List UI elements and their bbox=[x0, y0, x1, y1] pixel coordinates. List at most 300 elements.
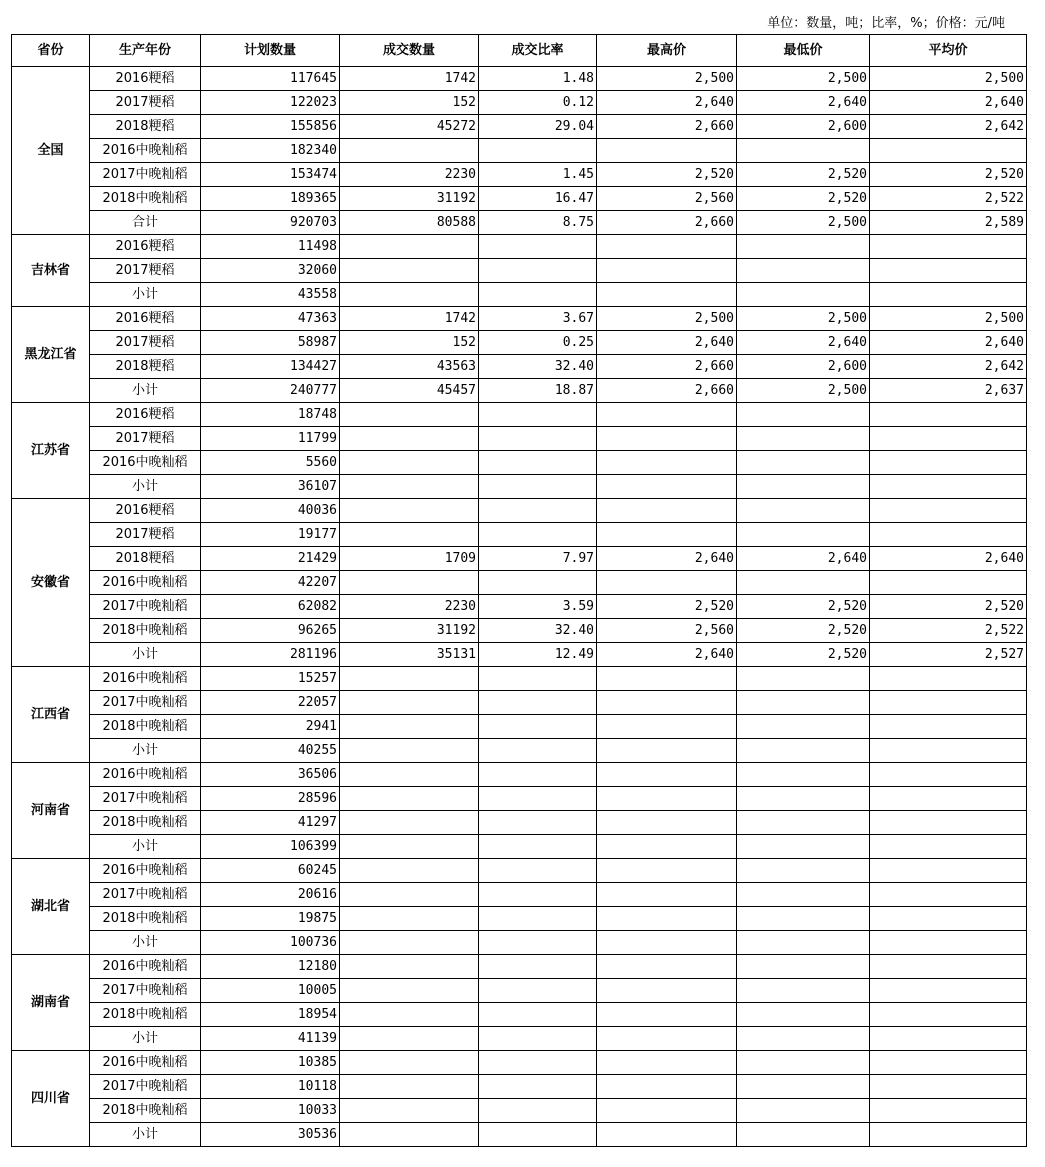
ratio-cell bbox=[479, 859, 597, 883]
low-cell bbox=[737, 763, 870, 787]
plan-cell: 30536 bbox=[201, 1123, 340, 1147]
high-cell: 2,500 bbox=[597, 67, 737, 91]
deal-cell bbox=[340, 715, 479, 739]
year-cell: 2017中晚籼稻 bbox=[90, 163, 201, 187]
deal-cell bbox=[340, 667, 479, 691]
table-row bbox=[12, 835, 1027, 859]
year-cell: 2016中晚籼稻 bbox=[90, 859, 201, 883]
avg-cell: 2,589 bbox=[870, 211, 1027, 235]
high-cell bbox=[597, 787, 737, 811]
deal-cell bbox=[340, 739, 479, 763]
year-cell: 2016粳稻 bbox=[90, 67, 201, 91]
low-cell bbox=[737, 1099, 870, 1123]
year-cell: 2018中晚籼稻 bbox=[90, 811, 201, 835]
high-cell: 2,560 bbox=[597, 619, 737, 643]
ratio-cell bbox=[479, 499, 597, 523]
high-cell bbox=[597, 715, 737, 739]
ratio-cell: 29.04 bbox=[479, 115, 597, 139]
year-cell: 2017中晚籼稻 bbox=[90, 691, 201, 715]
high-cell bbox=[597, 739, 737, 763]
high-cell bbox=[597, 403, 737, 427]
ratio-cell bbox=[479, 1099, 597, 1123]
high-cell bbox=[597, 883, 737, 907]
deal-cell bbox=[340, 475, 479, 499]
table-row bbox=[12, 331, 1027, 355]
avg-cell bbox=[870, 787, 1027, 811]
deal-cell bbox=[340, 1123, 479, 1147]
high-cell bbox=[597, 523, 737, 547]
table-row bbox=[12, 787, 1027, 811]
deal-cell bbox=[340, 883, 479, 907]
deal-cell: 1742 bbox=[340, 307, 479, 331]
low-cell bbox=[737, 811, 870, 835]
ratio-cell bbox=[479, 451, 597, 475]
deal-cell bbox=[340, 859, 479, 883]
low-cell bbox=[737, 835, 870, 859]
ratio-cell bbox=[479, 811, 597, 835]
avg-cell: 2,500 bbox=[870, 307, 1027, 331]
table-row bbox=[12, 1003, 1027, 1027]
high-cell bbox=[597, 667, 737, 691]
year-cell: 2018中晚籼稻 bbox=[90, 715, 201, 739]
ratio-cell bbox=[479, 955, 597, 979]
table-row bbox=[12, 499, 1027, 523]
ratio-cell: 0.25 bbox=[479, 331, 597, 355]
year-cell: 小计 bbox=[90, 475, 201, 499]
low-cell: 2,600 bbox=[737, 355, 870, 379]
year-cell: 2016中晚籼稻 bbox=[90, 955, 201, 979]
high-cell: 2,660 bbox=[597, 115, 737, 139]
deal-cell: 43563 bbox=[340, 355, 479, 379]
plan-cell: 18748 bbox=[201, 403, 340, 427]
year-cell: 2016粳稻 bbox=[90, 307, 201, 331]
low-cell bbox=[737, 403, 870, 427]
year-cell: 2017粳稻 bbox=[90, 91, 201, 115]
header-ratio: 成交比率 bbox=[479, 35, 597, 67]
ratio-cell bbox=[479, 1075, 597, 1099]
high-cell: 2,560 bbox=[597, 187, 737, 211]
ratio-cell: 7.97 bbox=[479, 547, 597, 571]
deal-cell: 2230 bbox=[340, 595, 479, 619]
high-cell bbox=[597, 1051, 737, 1075]
avg-cell: 2,642 bbox=[870, 355, 1027, 379]
high-cell: 2,660 bbox=[597, 379, 737, 403]
low-cell bbox=[737, 907, 870, 931]
avg-cell bbox=[870, 1051, 1027, 1075]
province-cell: 江苏省 bbox=[12, 403, 90, 499]
avg-cell: 2,640 bbox=[870, 331, 1027, 355]
auction-results-table bbox=[11, 34, 1027, 1147]
table-row bbox=[12, 427, 1027, 451]
avg-cell bbox=[870, 451, 1027, 475]
unit-note: 单位：数量，吨；比率，%；价格：元/吨 bbox=[767, 16, 1005, 31]
ratio-cell: 32.40 bbox=[479, 619, 597, 643]
low-cell bbox=[737, 667, 870, 691]
ratio-cell bbox=[479, 907, 597, 931]
deal-cell bbox=[340, 1099, 479, 1123]
table-row bbox=[12, 979, 1027, 1003]
deal-cell bbox=[340, 523, 479, 547]
table-row bbox=[12, 739, 1027, 763]
table-row bbox=[12, 547, 1027, 571]
ratio-cell: 3.67 bbox=[479, 307, 597, 331]
year-cell: 2018粳稻 bbox=[90, 547, 201, 571]
high-cell bbox=[597, 499, 737, 523]
avg-cell: 2,522 bbox=[870, 619, 1027, 643]
high-cell bbox=[597, 691, 737, 715]
year-cell: 小计 bbox=[90, 739, 201, 763]
deal-cell bbox=[340, 1051, 479, 1075]
low-cell bbox=[737, 523, 870, 547]
plan-cell: 189365 bbox=[201, 187, 340, 211]
deal-cell: 1742 bbox=[340, 67, 479, 91]
plan-cell: 21429 bbox=[201, 547, 340, 571]
ratio-cell bbox=[479, 883, 597, 907]
high-cell bbox=[597, 451, 737, 475]
year-cell: 2017中晚籼稻 bbox=[90, 1075, 201, 1099]
year-cell: 2016粳稻 bbox=[90, 235, 201, 259]
province-cell: 湖北省 bbox=[12, 859, 90, 955]
plan-cell: 100736 bbox=[201, 931, 340, 955]
high-cell: 2,660 bbox=[597, 355, 737, 379]
table-row bbox=[12, 451, 1027, 475]
avg-cell bbox=[870, 955, 1027, 979]
table-row bbox=[12, 307, 1027, 331]
low-cell bbox=[737, 1051, 870, 1075]
table-row bbox=[12, 355, 1027, 379]
year-cell: 2016中晚籼稻 bbox=[90, 139, 201, 163]
ratio-cell bbox=[479, 403, 597, 427]
high-cell bbox=[597, 427, 737, 451]
deal-cell: 31192 bbox=[340, 187, 479, 211]
ratio-cell bbox=[479, 235, 597, 259]
low-cell: 2,500 bbox=[737, 307, 870, 331]
plan-cell: 28596 bbox=[201, 787, 340, 811]
low-cell bbox=[737, 259, 870, 283]
ratio-cell bbox=[479, 523, 597, 547]
avg-cell: 2,637 bbox=[870, 379, 1027, 403]
high-cell bbox=[597, 235, 737, 259]
year-cell: 2016中晚籼稻 bbox=[90, 763, 201, 787]
year-cell: 小计 bbox=[90, 835, 201, 859]
deal-cell bbox=[340, 835, 479, 859]
year-cell: 2018中晚籼稻 bbox=[90, 187, 201, 211]
high-cell bbox=[597, 283, 737, 307]
high-cell bbox=[597, 859, 737, 883]
deal-cell: 152 bbox=[340, 91, 479, 115]
plan-cell: 43558 bbox=[201, 283, 340, 307]
low-cell bbox=[737, 499, 870, 523]
low-cell: 2,640 bbox=[737, 91, 870, 115]
low-cell bbox=[737, 235, 870, 259]
header-high: 最高价 bbox=[597, 35, 737, 67]
high-cell bbox=[597, 475, 737, 499]
avg-cell bbox=[870, 283, 1027, 307]
province-cell: 四川省 bbox=[12, 1051, 90, 1147]
deal-cell bbox=[340, 235, 479, 259]
deal-cell bbox=[340, 955, 479, 979]
low-cell: 2,520 bbox=[737, 163, 870, 187]
plan-cell: 36506 bbox=[201, 763, 340, 787]
avg-cell bbox=[870, 1027, 1027, 1051]
ratio-cell: 16.47 bbox=[479, 187, 597, 211]
table-row bbox=[12, 691, 1027, 715]
low-cell bbox=[737, 691, 870, 715]
deal-cell bbox=[340, 571, 479, 595]
low-cell: 2,600 bbox=[737, 115, 870, 139]
high-cell bbox=[597, 139, 737, 163]
table-row bbox=[12, 1099, 1027, 1123]
table-row bbox=[12, 715, 1027, 739]
year-cell: 2017中晚籼稻 bbox=[90, 979, 201, 1003]
avg-cell bbox=[870, 859, 1027, 883]
low-cell bbox=[737, 451, 870, 475]
avg-cell bbox=[870, 715, 1027, 739]
year-cell: 2017中晚籼稻 bbox=[90, 787, 201, 811]
ratio-cell bbox=[479, 1027, 597, 1051]
year-cell: 小计 bbox=[90, 379, 201, 403]
table-row bbox=[12, 643, 1027, 667]
ratio-cell bbox=[479, 715, 597, 739]
low-cell bbox=[737, 1123, 870, 1147]
table-row bbox=[12, 283, 1027, 307]
province-cell: 黑龙江省 bbox=[12, 307, 90, 403]
plan-cell: 10385 bbox=[201, 1051, 340, 1075]
deal-cell bbox=[340, 283, 479, 307]
plan-cell: 155856 bbox=[201, 115, 340, 139]
province-cell: 湖南省 bbox=[12, 955, 90, 1051]
high-cell bbox=[597, 931, 737, 955]
high-cell bbox=[597, 763, 737, 787]
deal-cell bbox=[340, 403, 479, 427]
deal-cell: 1709 bbox=[340, 547, 479, 571]
plan-cell: 117645 bbox=[201, 67, 340, 91]
low-cell: 2,520 bbox=[737, 619, 870, 643]
avg-cell bbox=[870, 523, 1027, 547]
header-plan: 计划数量 bbox=[201, 35, 340, 67]
high-cell: 2,500 bbox=[597, 307, 737, 331]
plan-cell: 47363 bbox=[201, 307, 340, 331]
plan-cell: 240777 bbox=[201, 379, 340, 403]
plan-cell: 10005 bbox=[201, 979, 340, 1003]
deal-cell bbox=[340, 1075, 479, 1099]
deal-cell bbox=[340, 451, 479, 475]
year-cell: 2018粳稻 bbox=[90, 115, 201, 139]
plan-cell: 10118 bbox=[201, 1075, 340, 1099]
year-cell: 2017粳稻 bbox=[90, 259, 201, 283]
year-cell: 2016中晚籼稻 bbox=[90, 1051, 201, 1075]
low-cell: 2,500 bbox=[737, 211, 870, 235]
avg-cell bbox=[870, 931, 1027, 955]
ratio-cell bbox=[479, 1003, 597, 1027]
ratio-cell: 1.48 bbox=[479, 67, 597, 91]
low-cell: 2,500 bbox=[737, 67, 870, 91]
low-cell bbox=[737, 955, 870, 979]
ratio-cell bbox=[479, 979, 597, 1003]
high-cell bbox=[597, 1123, 737, 1147]
plan-cell: 62082 bbox=[201, 595, 340, 619]
ratio-cell bbox=[479, 283, 597, 307]
high-cell bbox=[597, 259, 737, 283]
table-row bbox=[12, 187, 1027, 211]
table-row bbox=[12, 235, 1027, 259]
table-row bbox=[12, 907, 1027, 931]
table-row bbox=[12, 67, 1027, 91]
year-cell: 2016中晚籼稻 bbox=[90, 571, 201, 595]
avg-cell bbox=[870, 403, 1027, 427]
high-cell bbox=[597, 1075, 737, 1099]
plan-cell: 19875 bbox=[201, 907, 340, 931]
ratio-cell bbox=[479, 931, 597, 955]
header-row bbox=[12, 35, 1027, 67]
high-cell bbox=[597, 571, 737, 595]
table-row bbox=[12, 259, 1027, 283]
high-cell bbox=[597, 1099, 737, 1123]
plan-cell: 15257 bbox=[201, 667, 340, 691]
low-cell bbox=[737, 739, 870, 763]
table-row bbox=[12, 667, 1027, 691]
year-cell: 2016中晚籼稻 bbox=[90, 667, 201, 691]
avg-cell bbox=[870, 475, 1027, 499]
low-cell bbox=[737, 427, 870, 451]
ratio-cell bbox=[479, 835, 597, 859]
avg-cell bbox=[870, 763, 1027, 787]
deal-cell bbox=[340, 499, 479, 523]
plan-cell: 22057 bbox=[201, 691, 340, 715]
avg-cell: 2,640 bbox=[870, 91, 1027, 115]
plan-cell: 182340 bbox=[201, 139, 340, 163]
high-cell bbox=[597, 811, 737, 835]
ratio-cell bbox=[479, 739, 597, 763]
plan-cell: 10033 bbox=[201, 1099, 340, 1123]
year-cell: 2018粳稻 bbox=[90, 355, 201, 379]
low-cell bbox=[737, 859, 870, 883]
high-cell bbox=[597, 835, 737, 859]
avg-cell bbox=[870, 235, 1027, 259]
plan-cell: 40255 bbox=[201, 739, 340, 763]
avg-cell bbox=[870, 259, 1027, 283]
table-row bbox=[12, 931, 1027, 955]
year-cell: 2018中晚籼稻 bbox=[90, 1099, 201, 1123]
province-cell: 江西省 bbox=[12, 667, 90, 763]
table-row bbox=[12, 883, 1027, 907]
table-row bbox=[12, 811, 1027, 835]
year-cell: 2018中晚籼稻 bbox=[90, 1003, 201, 1027]
plan-cell: 153474 bbox=[201, 163, 340, 187]
table-row bbox=[12, 859, 1027, 883]
year-cell: 小计 bbox=[90, 283, 201, 307]
plan-cell: 11799 bbox=[201, 427, 340, 451]
avg-cell bbox=[870, 571, 1027, 595]
low-cell: 2,520 bbox=[737, 643, 870, 667]
deal-cell: 35131 bbox=[340, 643, 479, 667]
ratio-cell bbox=[479, 139, 597, 163]
ratio-cell: 0.12 bbox=[479, 91, 597, 115]
province-cell: 全国 bbox=[12, 67, 90, 235]
deal-cell: 45272 bbox=[340, 115, 479, 139]
year-cell: 2016粳稻 bbox=[90, 403, 201, 427]
high-cell: 2,660 bbox=[597, 211, 737, 235]
avg-cell bbox=[870, 1099, 1027, 1123]
deal-cell bbox=[340, 259, 479, 283]
ratio-cell: 8.75 bbox=[479, 211, 597, 235]
high-cell: 2,520 bbox=[597, 163, 737, 187]
avg-cell bbox=[870, 1003, 1027, 1027]
plan-cell: 281196 bbox=[201, 643, 340, 667]
avg-cell bbox=[870, 427, 1027, 451]
plan-cell: 32060 bbox=[201, 259, 340, 283]
plan-cell: 11498 bbox=[201, 235, 340, 259]
low-cell bbox=[737, 979, 870, 1003]
ratio-cell bbox=[479, 259, 597, 283]
ratio-cell bbox=[479, 475, 597, 499]
year-cell: 2016粳稻 bbox=[90, 499, 201, 523]
plan-cell: 12180 bbox=[201, 955, 340, 979]
avg-cell bbox=[870, 139, 1027, 163]
table-row bbox=[12, 211, 1027, 235]
ratio-cell bbox=[479, 667, 597, 691]
year-cell: 2017中晚籼稻 bbox=[90, 595, 201, 619]
ratio-cell bbox=[479, 691, 597, 715]
plan-cell: 36107 bbox=[201, 475, 340, 499]
table-row bbox=[12, 763, 1027, 787]
table-row bbox=[12, 1075, 1027, 1099]
high-cell: 2,640 bbox=[597, 547, 737, 571]
avg-cell: 2,527 bbox=[870, 643, 1027, 667]
plan-cell: 41297 bbox=[201, 811, 340, 835]
deal-cell: 152 bbox=[340, 331, 479, 355]
table-row bbox=[12, 379, 1027, 403]
plan-cell: 18954 bbox=[201, 1003, 340, 1027]
deal-cell bbox=[340, 139, 479, 163]
ratio-cell: 32.40 bbox=[479, 355, 597, 379]
low-cell: 2,640 bbox=[737, 331, 870, 355]
province-cell: 河南省 bbox=[12, 763, 90, 859]
year-cell: 2017中晚籼稻 bbox=[90, 883, 201, 907]
table-row bbox=[12, 139, 1027, 163]
header-deal: 成交数量 bbox=[340, 35, 479, 67]
avg-cell bbox=[870, 1075, 1027, 1099]
plan-cell: 19177 bbox=[201, 523, 340, 547]
header-avg: 平均价 bbox=[870, 35, 1027, 67]
year-cell: 2018中晚籼稻 bbox=[90, 907, 201, 931]
plan-cell: 58987 bbox=[201, 331, 340, 355]
low-cell bbox=[737, 883, 870, 907]
plan-cell: 40036 bbox=[201, 499, 340, 523]
high-cell bbox=[597, 979, 737, 1003]
table-row bbox=[12, 91, 1027, 115]
plan-cell: 60245 bbox=[201, 859, 340, 883]
header-year: 生产年份 bbox=[90, 35, 201, 67]
avg-cell bbox=[870, 1123, 1027, 1147]
low-cell bbox=[737, 931, 870, 955]
avg-cell bbox=[870, 739, 1027, 763]
avg-cell: 2,520 bbox=[870, 595, 1027, 619]
table-row bbox=[12, 115, 1027, 139]
ratio-cell bbox=[479, 787, 597, 811]
ratio-cell bbox=[479, 571, 597, 595]
low-cell bbox=[737, 571, 870, 595]
plan-cell: 20616 bbox=[201, 883, 340, 907]
deal-cell bbox=[340, 811, 479, 835]
ratio-cell bbox=[479, 427, 597, 451]
avg-cell bbox=[870, 979, 1027, 1003]
low-cell bbox=[737, 787, 870, 811]
deal-cell bbox=[340, 1003, 479, 1027]
deal-cell: 2230 bbox=[340, 163, 479, 187]
table-row bbox=[12, 403, 1027, 427]
deal-cell: 80588 bbox=[340, 211, 479, 235]
